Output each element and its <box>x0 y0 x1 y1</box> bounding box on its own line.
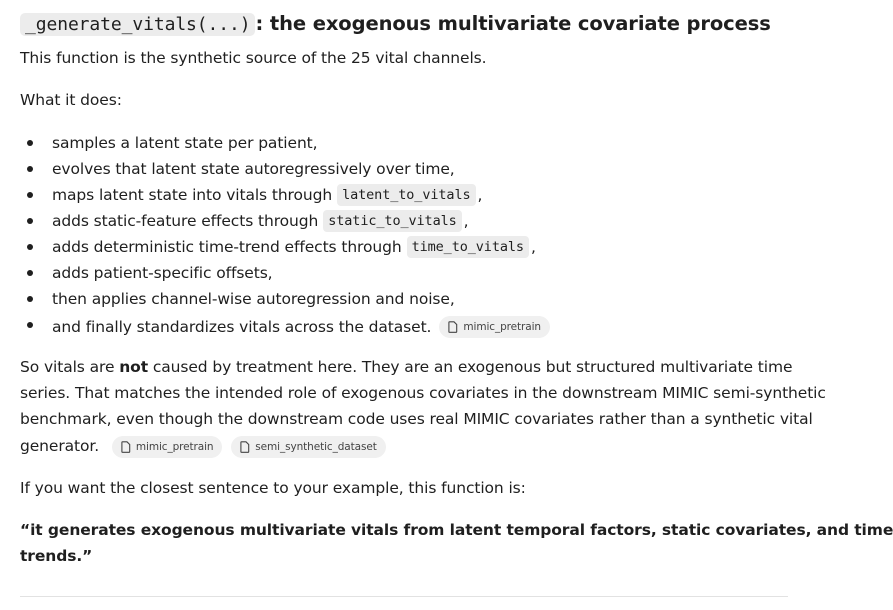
list-item-text: adds patient-specific offsets, <box>52 264 273 282</box>
summary-quote <box>20 517 893 569</box>
list-item <box>0 234 550 260</box>
heading-code: _generate_vitals(...) <box>20 13 255 36</box>
paragraph-line: series. That matches the intended role of exogenous covariates in the downstream MIMIC semi-synthetic <box>20 384 826 402</box>
list-item <box>0 260 550 286</box>
list-item-text: and finally standardizes vitals across the dataset. <box>52 318 432 336</box>
text-span: caused by treatment here. They are an exogenous but structured multivariate time <box>148 358 793 376</box>
heading-text: : the exogenous multivariate covariate process <box>255 12 771 35</box>
source-chip-mimic-pretrain[interactable] <box>112 436 223 458</box>
file-icon <box>240 441 250 453</box>
list-item-text: samples a latent state per patient, <box>52 134 318 152</box>
list-item-text: evolves that latent state autoregressively over time, <box>52 160 455 178</box>
source-chip-semi-synthetic-dataset[interactable] <box>231 436 385 458</box>
chip-label: mimic_pretrain <box>135 440 214 453</box>
text-span: generator. <box>20 437 100 455</box>
what-it-does-label: What it does: <box>20 91 122 109</box>
list-item-suffix: , <box>463 212 469 230</box>
file-icon <box>121 441 131 453</box>
quote-line: “it generates exogenous multivariate vitals from latent temporal factors, static covariates, and time <box>20 521 893 539</box>
list-item <box>0 130 550 156</box>
list-item-suffix: , <box>530 238 536 256</box>
inline-code: time_to_vitals <box>407 236 529 258</box>
inline-code: static_to_vitals <box>323 210 461 232</box>
file-icon <box>448 321 458 333</box>
list-item-text: adds static-feature effects through <box>52 212 319 230</box>
list-item-text: then applies channel-wise autoregression and noise, <box>52 290 455 308</box>
inline-code: latent_to_vitals <box>337 184 475 206</box>
list-item-text: adds deterministic time-trend effects through <box>52 238 402 256</box>
divider <box>20 596 788 597</box>
paragraph-line <box>20 354 795 380</box>
closest-sentence-intro: If you want the closest sentence to your example, this function is: <box>20 479 526 497</box>
bullet-list <box>0 130 550 342</box>
list-item <box>0 156 550 182</box>
chip-label: mimic_pretrain <box>463 321 541 333</box>
paragraph-line: benchmark, even though the downstream code uses real MIMIC covariates rather than a synthetic vital <box>20 410 813 428</box>
paragraph-line <box>20 433 795 459</box>
emphasis-not: not <box>119 358 149 376</box>
intro-paragraph: This function is the synthetic source of the 25 vital channels. <box>20 49 487 67</box>
list-item <box>0 208 550 234</box>
list-item-suffix: , <box>477 186 483 204</box>
source-chip-mimic-pretrain[interactable] <box>439 316 550 338</box>
quote-line: trends.” <box>20 547 93 565</box>
list-item <box>0 182 550 208</box>
list-item <box>0 312 550 342</box>
chip-label: semi_synthetic_dataset <box>255 440 377 453</box>
explanation-paragraph <box>20 354 826 459</box>
text-span: So vitals are <box>20 358 120 376</box>
section-heading <box>20 10 771 39</box>
list-item <box>0 286 550 312</box>
list-item-text: maps latent state into vitals through <box>52 186 333 204</box>
